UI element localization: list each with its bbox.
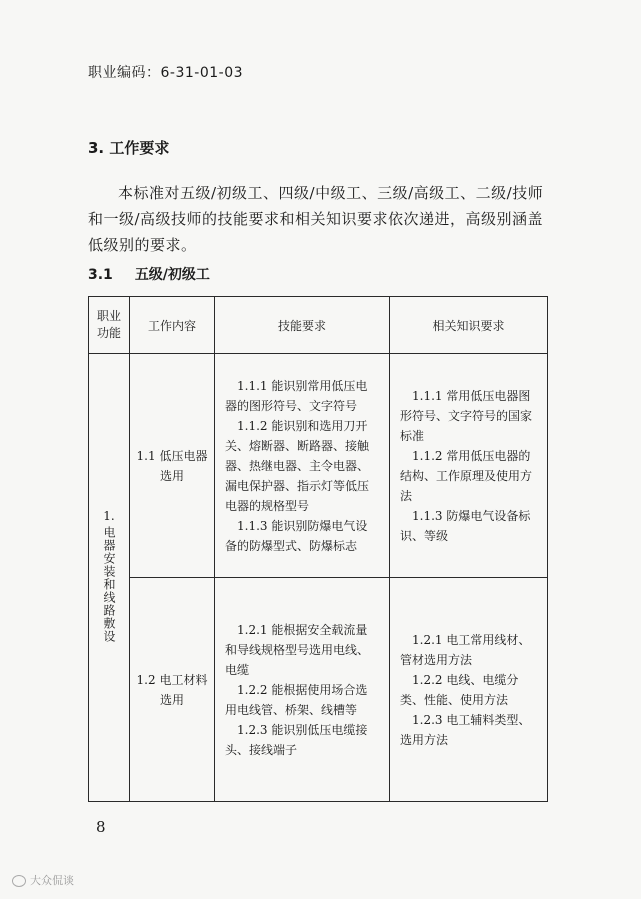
requirements-table (88, 296, 548, 802)
subsection-title: 五级/初级工 (134, 267, 210, 283)
function-name: 电器安装和线路敷设 (102, 526, 116, 643)
table-row (89, 578, 548, 802)
skill-item: 1.1.1 能识别常用低压电器的图形符号、文字符号 (225, 378, 368, 413)
table-header-row (89, 297, 548, 354)
knowledge-item: 1.2.2 电线、电缆分类、性能、使用方法 (400, 672, 519, 707)
function-number: 1. (103, 509, 115, 523)
header-work: 工作内容 (130, 297, 215, 354)
knowledge-item: 1.2.3 电工辅料类型、选用方法 (400, 712, 531, 747)
page-number: 8 (96, 818, 106, 836)
skill-item: 1.1.3 能识别防爆电气设备的防爆型式、防爆标志 (225, 518, 368, 553)
knowledge-item: 1.1.3 防爆电气设备标识、等级 (400, 508, 531, 543)
knowledge-cell (390, 578, 548, 802)
subsection-heading (88, 264, 232, 284)
skill-item: 1.2.3 能识别低压电缆接头、接线端子 (225, 722, 368, 757)
section-title: 3. 工作要求 (88, 139, 170, 157)
section-paragraph: 本标准对五级/初级工、四级/中级工、三级/高级工、二级/技师和一级/高级技师的技能要求和相关知识要求依次递进，高级别涵盖低级别的要求。 (88, 184, 544, 254)
watermark-text: 大众侃谈 (30, 874, 74, 887)
skill-item: 1.1.2 能识别和选用刀开关、熔断器、断路器、接触器、热继电器、主令电器、漏电保护器、指示灯等低压电器的规格型号 (225, 418, 370, 513)
watermark-logo-icon (12, 875, 26, 887)
subsection-number: 3.1 (88, 267, 113, 283)
skill-item: 1.2.1 能根据安全载流量和导线规格型号选用电线、电缆 (225, 622, 370, 677)
work-cell: 1.2 电工材料选用 (130, 578, 215, 802)
work-cell: 1.1 低压电器选用 (130, 354, 215, 578)
function-cell (89, 354, 130, 802)
knowledge-item: 1.1.2 常用低压电器的结构、工作原理及使用方法 (400, 448, 533, 503)
knowledge-cell (390, 354, 548, 578)
header-knowledge: 相关知识要求 (390, 297, 548, 354)
table-row (89, 354, 548, 578)
knowledge-item: 1.1.1 常用低压电器图形符号、文字符号的国家标准 (400, 388, 533, 443)
watermark (12, 872, 74, 888)
header-skill: 技能要求 (215, 297, 390, 354)
header-function: 职业 功能 (89, 297, 130, 354)
skill-item: 1.2.2 能根据使用场合选用电线管、桥架、线槽等 (225, 682, 368, 717)
skill-cell (215, 354, 390, 578)
skill-cell (215, 578, 390, 802)
knowledge-item: 1.2.1 电工常用线材、管材选用方法 (400, 632, 531, 667)
occupation-code: 职业编码：6-31-01-03 (88, 65, 244, 81)
